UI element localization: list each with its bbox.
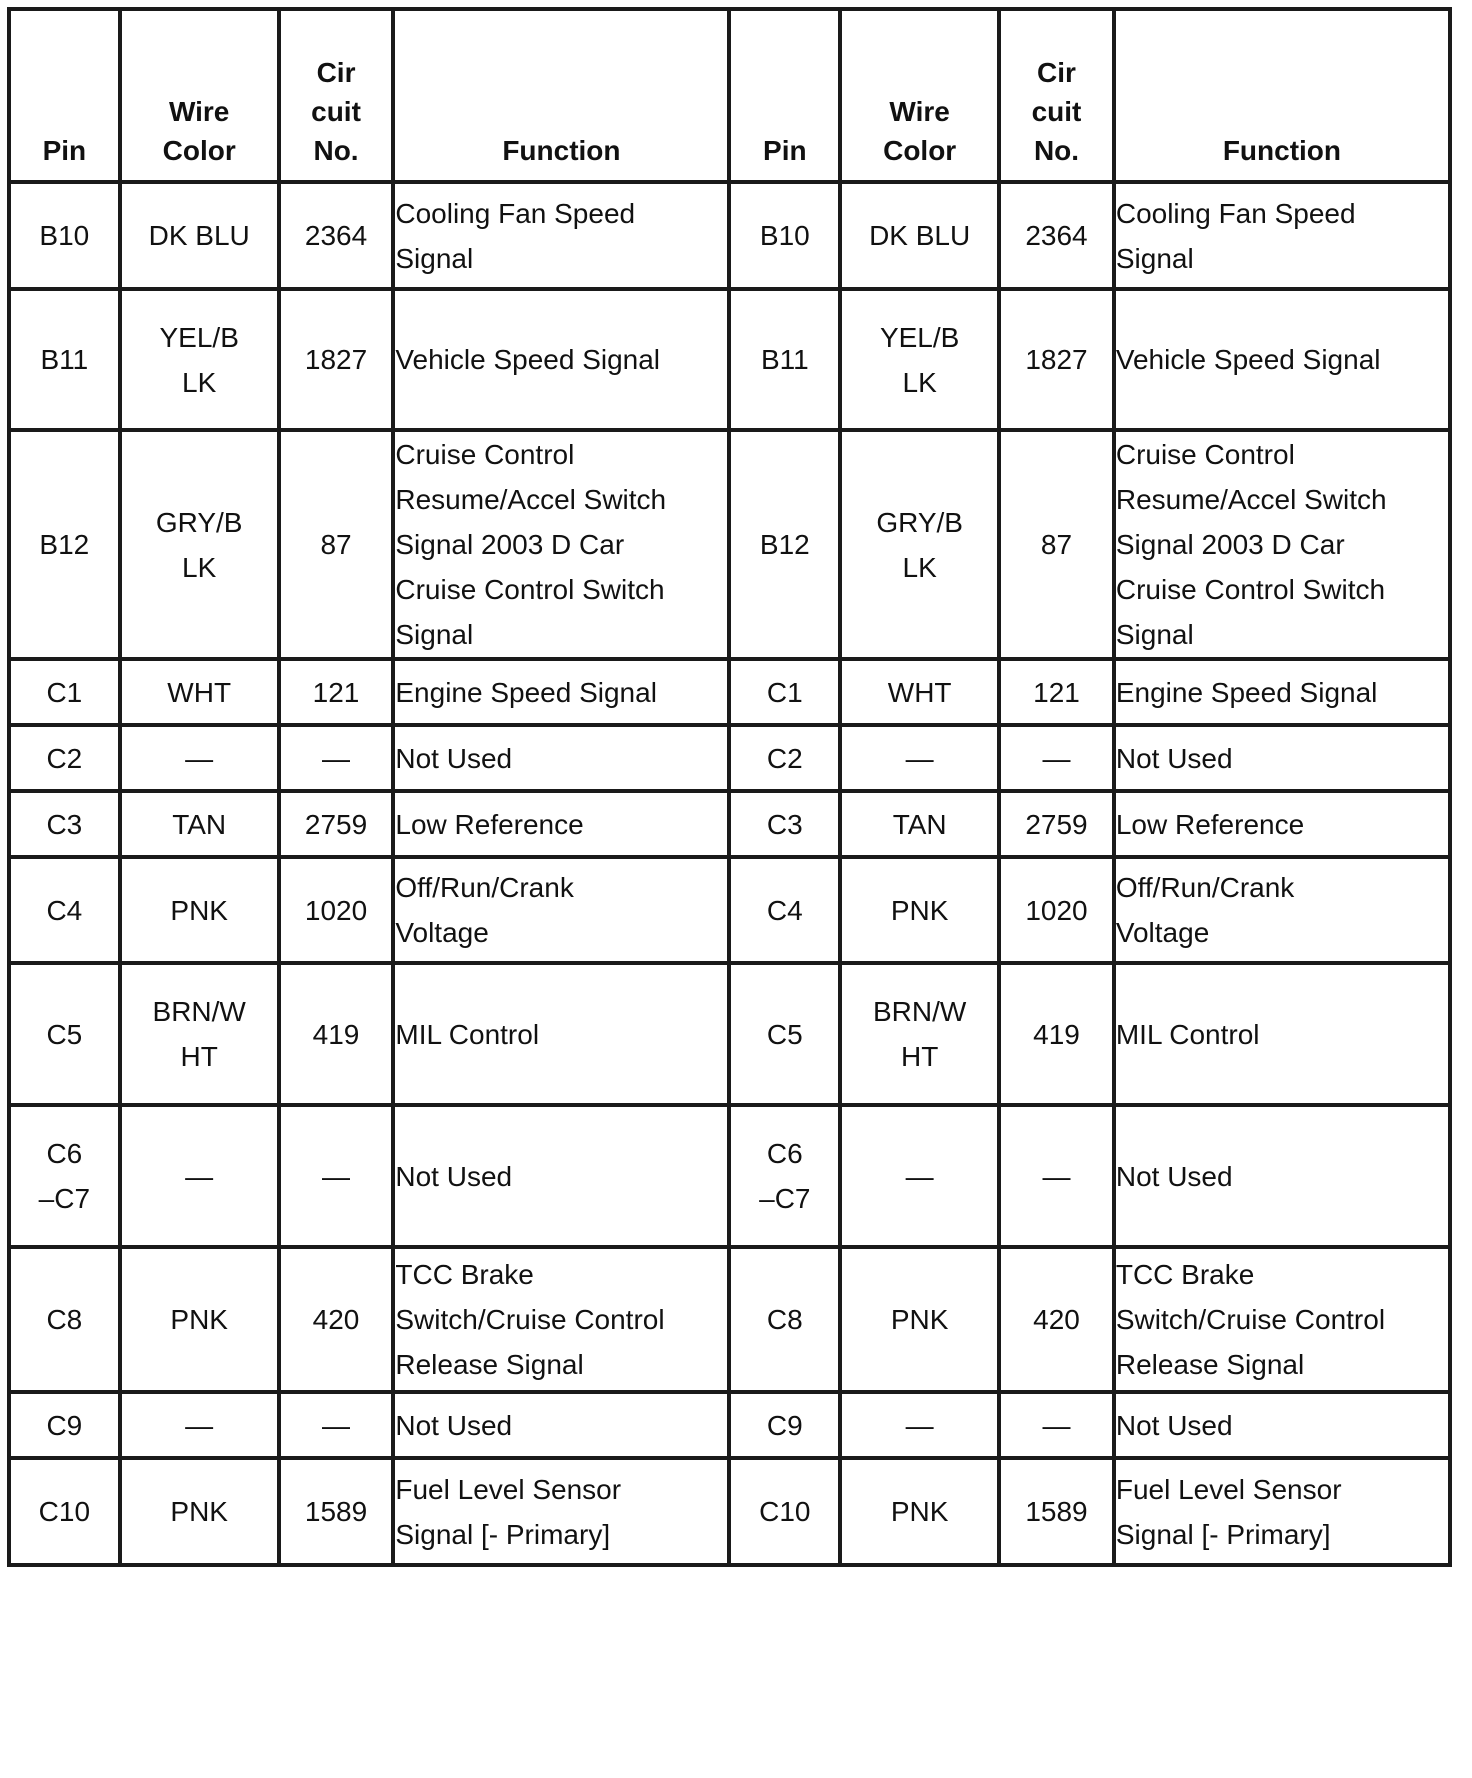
cell-line: LK: [182, 366, 217, 398]
cell-line: PNK: [170, 1304, 228, 1335]
cell-line: Cruise Control Switch: [395, 574, 665, 605]
table-row: [9, 963, 1450, 1105]
function-cell: [393, 430, 729, 659]
cell-line: Vehicle Speed Signal: [1115, 344, 1381, 375]
cell-line: Not Used: [395, 1409, 513, 1441]
cell-line: PNK: [170, 1496, 228, 1527]
cell-line: Cruise Control: [395, 439, 575, 470]
cell-line: PNK: [890, 1496, 949, 1527]
pin-cell: [729, 1105, 840, 1247]
cell-line: C6: [46, 1138, 83, 1169]
cell-line: Signal [- Primary]: [395, 1518, 611, 1550]
cell-line: Off/Run/Crank: [395, 872, 574, 903]
cell-line: YEL/B: [159, 321, 239, 353]
cell-line: Cooling Fan Speed: [1115, 197, 1356, 229]
pin-cell: [729, 791, 840, 857]
cell-line: C10: [759, 1496, 811, 1527]
function-cell: [1114, 1458, 1450, 1565]
circuit-number-cell: 87: [279, 430, 394, 659]
header-line: cuit: [1031, 96, 1082, 127]
wire-color-cell: [840, 1392, 999, 1458]
header-line: Cir: [1037, 57, 1076, 88]
wire-color-cell: [120, 1105, 279, 1247]
cell-line: C1: [766, 676, 803, 708]
table-row: [9, 1458, 1450, 1565]
wire-color-cell: [840, 289, 999, 430]
circuit-number-cell: 1589: [279, 1458, 394, 1565]
pin-cell: [729, 725, 840, 791]
wire-color-cell: [840, 182, 999, 289]
header-line: Function: [502, 135, 621, 166]
cell-line: MIL Control: [1115, 1018, 1260, 1050]
pin-cell: [729, 182, 840, 289]
table-row: [9, 791, 1450, 857]
circuit-number-cell: 420: [999, 1247, 1114, 1392]
cell-line: B11: [40, 344, 89, 375]
cell-line: –C7: [38, 1183, 91, 1214]
cell-line: Voltage: [395, 917, 489, 948]
cell-line: C5: [766, 1018, 803, 1050]
function-cell: [1114, 1105, 1450, 1247]
circuit-number-cell: 121: [279, 659, 394, 725]
cell-line: GRY/B: [155, 506, 243, 538]
pin-cell: [729, 659, 840, 725]
wire-color-cell: [120, 857, 279, 963]
header-wire-color: [120, 9, 279, 182]
wire-color-cell: [120, 1458, 279, 1565]
cell-line: Vehicle Speed Signal: [395, 344, 661, 375]
cell-line: Switch/Cruise Control: [395, 1304, 665, 1335]
cell-line: B11: [760, 344, 809, 375]
cell-line: LK: [902, 551, 937, 583]
table-row: [9, 182, 1450, 289]
wire-color-cell: [120, 182, 279, 289]
header-line: No.: [313, 135, 359, 166]
function-cell: [1114, 430, 1450, 659]
pin-cell: [9, 1458, 120, 1565]
circuit-number-cell: —: [999, 1392, 1114, 1458]
wire-color-cell: [120, 659, 279, 725]
cell-line: MIL Control: [395, 1018, 540, 1050]
cell-line: Signal: [1115, 242, 1194, 274]
circuit-number-cell: 419: [999, 963, 1114, 1105]
circuit-number-cell: 2364: [279, 182, 394, 289]
cell-line: —: [905, 1160, 934, 1192]
wire-color-cell: [840, 659, 999, 725]
circuit-number-cell: 121: [999, 659, 1114, 725]
header-line: Color: [162, 135, 236, 166]
pin-cell: [729, 1247, 840, 1392]
cell-line: C3: [46, 808, 83, 840]
cell-line: B12: [759, 529, 810, 560]
circuit-number-cell: —: [279, 1105, 394, 1247]
cell-line: GRY/B: [876, 506, 963, 538]
circuit-number-cell: 87: [999, 430, 1114, 659]
wire-color-cell: [840, 1458, 999, 1565]
function-cell: [1114, 791, 1450, 857]
table-row: [9, 430, 1450, 659]
cell-line: PNK: [170, 894, 228, 926]
wire-color-cell: [120, 430, 279, 659]
pin-cell: [9, 182, 120, 289]
cell-line: B10: [759, 220, 810, 251]
cell-line: Low Reference: [395, 808, 584, 840]
function-cell: [393, 857, 729, 963]
cell-line: Not Used: [1115, 1409, 1233, 1441]
circuit-number-cell: —: [279, 1392, 394, 1458]
header-circuit-number: [279, 9, 394, 182]
wire-color-cell: [840, 725, 999, 791]
circuit-number-cell: 419: [279, 963, 394, 1105]
cell-line: Off/Run/Crank: [1115, 872, 1295, 903]
cell-line: Engine Speed Signal: [395, 676, 657, 708]
function-cell: [1114, 289, 1450, 430]
circuit-number-cell: 2759: [279, 791, 394, 857]
cell-line: Release Signal: [395, 1349, 584, 1380]
wire-color-cell: [840, 963, 999, 1105]
function-cell: [1114, 857, 1450, 963]
circuit-number-cell: 2759: [999, 791, 1114, 857]
cell-line: C9: [766, 1409, 803, 1441]
cell-line: TCC Brake: [1115, 1259, 1255, 1290]
cell-line: LK: [902, 366, 937, 398]
cell-line: —: [905, 1409, 934, 1441]
pin-cell: [9, 963, 120, 1105]
table-row: [9, 857, 1450, 963]
cell-line: C4: [46, 894, 83, 926]
header-line: Function: [1222, 135, 1342, 166]
function-cell: [393, 1105, 729, 1247]
cell-line: C4: [766, 894, 803, 926]
pin-cell: [9, 1105, 120, 1247]
function-cell: [393, 659, 729, 725]
cell-line: —: [185, 742, 214, 774]
cell-line: Signal 2003 D Car: [1115, 529, 1345, 560]
cell-line: C1: [46, 676, 83, 708]
cell-line: Signal 2003 D Car: [395, 529, 625, 560]
cell-line: TCC Brake: [395, 1259, 534, 1290]
wire-color-cell: [840, 1105, 999, 1247]
cell-line: C2: [46, 742, 83, 774]
function-cell: [393, 1392, 729, 1458]
cell-line: Signal: [395, 242, 474, 274]
pin-cell: [9, 659, 120, 725]
header-pin: [729, 9, 840, 182]
function-cell: [393, 725, 729, 791]
cell-line: Resume/Accel Switch: [395, 484, 667, 515]
cell-line: Switch/Cruise Control: [1115, 1304, 1386, 1335]
circuit-number-cell: 2364: [999, 182, 1114, 289]
circuit-number-cell: 1020: [999, 857, 1114, 963]
function-cell: [1114, 1247, 1450, 1392]
pin-cell: [9, 857, 120, 963]
cell-line: BRN/W: [872, 996, 967, 1027]
pin-cell: [9, 289, 120, 430]
pin-cell: [729, 857, 840, 963]
wire-color-cell: [840, 1247, 999, 1392]
cell-line: Not Used: [395, 1160, 513, 1192]
circuit-number-cell: 420: [279, 1247, 394, 1392]
header-line: No.: [1033, 135, 1080, 166]
header-circuit-number: [999, 9, 1114, 182]
cell-line: BRN/W: [152, 996, 246, 1027]
cell-line: TAN: [172, 808, 227, 840]
circuit-number-cell: 1589: [999, 1458, 1114, 1565]
cell-line: —: [905, 742, 934, 774]
table-row: [9, 1105, 1450, 1247]
cell-line: —: [185, 1160, 214, 1192]
cell-line: Cruise Control Switch: [1115, 574, 1386, 605]
pin-cell: [729, 963, 840, 1105]
circuit-number-cell: —: [999, 725, 1114, 791]
circuit-number-cell: 1020: [279, 857, 394, 963]
wire-color-cell: [120, 725, 279, 791]
wire-color-cell: [840, 857, 999, 963]
cell-line: Voltage: [1115, 917, 1210, 948]
table-row: [9, 1392, 1450, 1458]
cell-line: TAN: [892, 808, 947, 840]
pin-cell: [729, 430, 840, 659]
cell-line: WHT: [167, 676, 232, 708]
pin-cell: [9, 1392, 120, 1458]
cell-line: C8: [766, 1304, 803, 1335]
cell-line: Release Signal: [1115, 1349, 1305, 1380]
pin-cell: [9, 430, 120, 659]
function-cell: [1114, 963, 1450, 1105]
header-line: Wire: [168, 96, 230, 127]
connector-pinout-table: [7, 7, 1452, 1567]
function-cell: [1114, 725, 1450, 791]
cell-line: DK BLU: [869, 220, 971, 251]
cell-line: PNK: [890, 894, 949, 926]
table-row: [9, 659, 1450, 725]
table-header-row: [9, 9, 1450, 182]
cell-line: Engine Speed Signal: [1115, 676, 1378, 708]
pin-cell: [9, 1247, 120, 1392]
pin-cell: [9, 791, 120, 857]
circuit-number-cell: 1827: [999, 289, 1114, 430]
table-row: [9, 1247, 1450, 1392]
header-function: [393, 9, 729, 182]
cell-line: HT: [900, 1041, 939, 1072]
cell-line: —: [185, 1409, 214, 1441]
wire-color-cell: [120, 1247, 279, 1392]
wire-color-cell: [120, 791, 279, 857]
cell-line: C5: [46, 1018, 83, 1050]
cell-line: C10: [38, 1496, 91, 1527]
table-row: [9, 289, 1450, 430]
cell-line: C6: [766, 1138, 803, 1169]
cell-line: C3: [766, 808, 803, 840]
cell-line: B12: [39, 529, 90, 560]
wire-color-cell: [840, 430, 999, 659]
pin-cell: [729, 1392, 840, 1458]
function-cell: [1114, 659, 1450, 725]
header-line: Wire: [889, 96, 950, 127]
cell-line: Fuel Level Sensor: [395, 1473, 622, 1505]
cell-line: C8: [46, 1304, 83, 1335]
cell-line: HT: [180, 1041, 218, 1072]
header-line: cuit: [311, 96, 361, 127]
cell-line: Signal: [1115, 619, 1194, 650]
function-cell: [1114, 182, 1450, 289]
header-pin: [9, 9, 120, 182]
cell-line: Fuel Level Sensor: [1115, 1473, 1342, 1505]
cell-line: Not Used: [1115, 742, 1233, 774]
cell-line: YEL/B: [879, 321, 960, 353]
pin-cell: [729, 289, 840, 430]
circuit-number-cell: 1827: [279, 289, 394, 430]
function-cell: [393, 791, 729, 857]
cell-line: LK: [182, 551, 217, 583]
header-line: Pin: [763, 135, 807, 166]
header-function: [1114, 9, 1450, 182]
wire-color-cell: [120, 289, 279, 430]
function-cell: [393, 289, 729, 430]
function-cell: [393, 182, 729, 289]
cell-line: Signal: [395, 619, 474, 650]
table-row: [9, 725, 1450, 791]
wire-color-cell: [840, 791, 999, 857]
cell-line: Cruise Control: [1115, 439, 1295, 470]
cell-line: Signal [- Primary]: [1115, 1518, 1331, 1550]
cell-line: C9: [46, 1409, 83, 1441]
cell-line: DK BLU: [148, 220, 250, 251]
header-line: Cir: [316, 57, 356, 88]
pin-cell: [9, 725, 120, 791]
cell-line: Resume/Accel Switch: [1115, 484, 1387, 515]
wire-color-cell: [120, 1392, 279, 1458]
header-line: Pin: [42, 135, 87, 166]
wire-color-cell: [120, 963, 279, 1105]
cell-line: –C7: [759, 1183, 811, 1214]
function-cell: [393, 963, 729, 1105]
cell-line: Low Reference: [1115, 808, 1305, 840]
function-cell: [1114, 1392, 1450, 1458]
cell-line: Not Used: [1115, 1160, 1233, 1192]
header-line: Color: [883, 135, 957, 166]
circuit-number-cell: —: [999, 1105, 1114, 1247]
cell-line: PNK: [890, 1304, 949, 1335]
pin-cell: [729, 1458, 840, 1565]
function-cell: [393, 1247, 729, 1392]
cell-line: B10: [39, 220, 90, 251]
cell-line: C2: [766, 742, 803, 774]
function-cell: [393, 1458, 729, 1565]
table-body: [9, 182, 1450, 1565]
header-wire-color: [840, 9, 999, 182]
cell-line: Cooling Fan Speed: [395, 197, 636, 229]
cell-line: Not Used: [395, 742, 513, 774]
cell-line: WHT: [887, 676, 952, 708]
circuit-number-cell: —: [279, 725, 394, 791]
